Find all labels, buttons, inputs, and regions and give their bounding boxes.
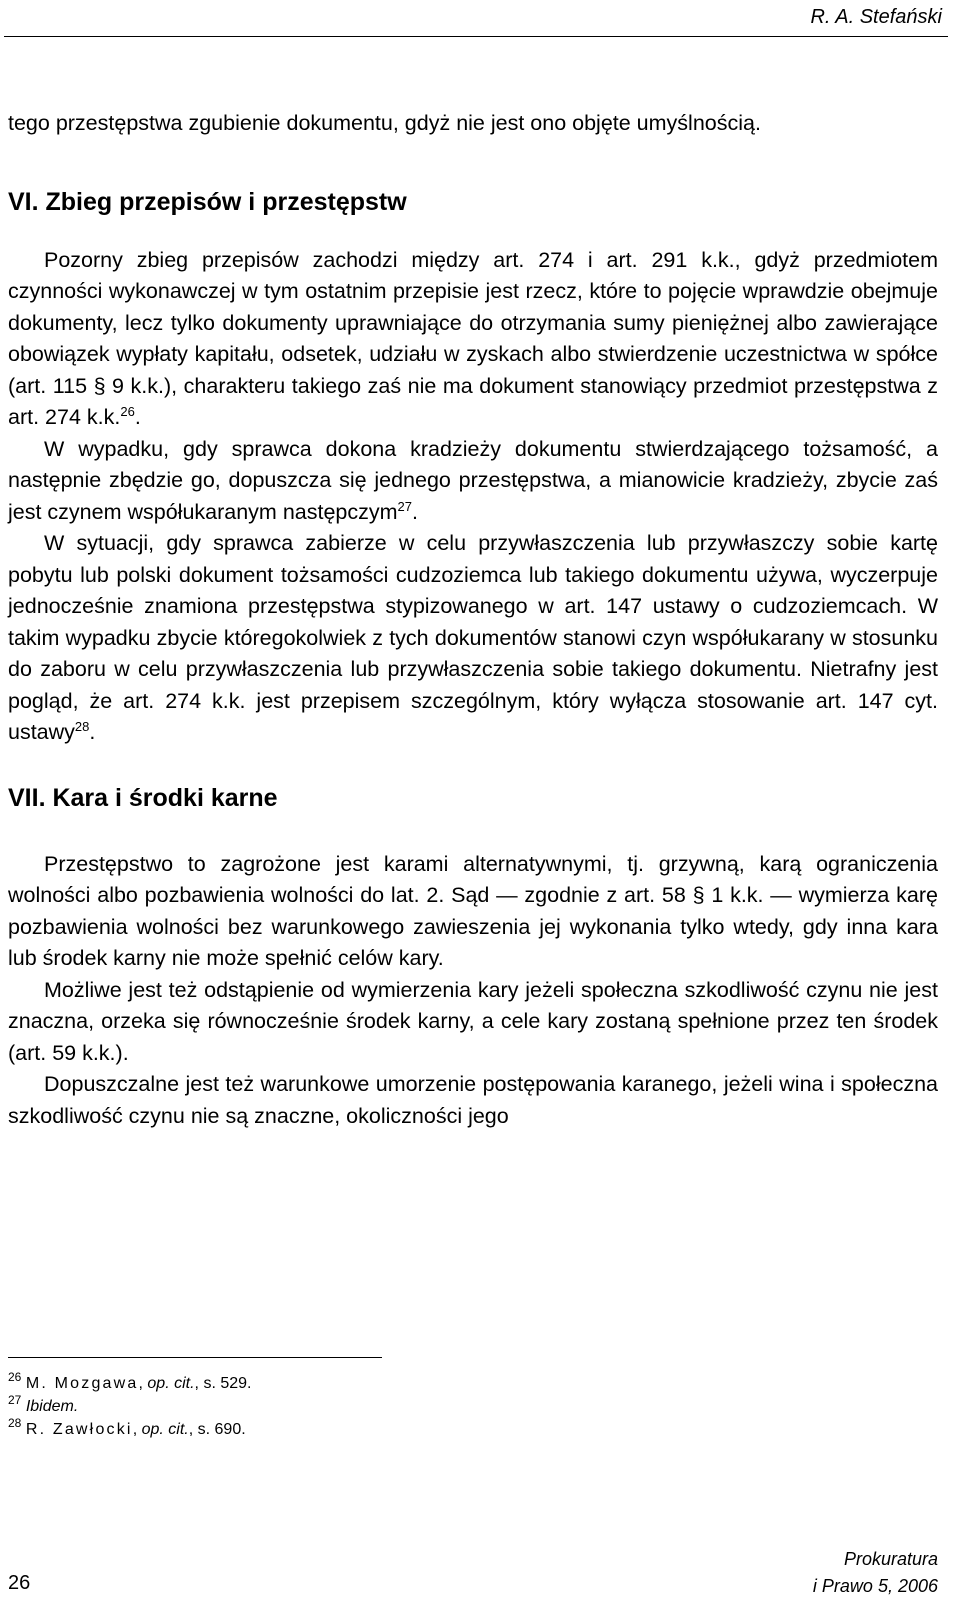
section-6-paragraph-1-text: Pozorny zbieg przepisów zachodzi między art. 274 i art. 291 k.k., gdyż przedmiotem czynności wykonawczej w tym ostatnim przepisie jest rzecz, które to pojęcie wprawdzie obejmuje dokumenty, lecz tylko dokumenty uprawniające do otrzymania sumy pieniężnej albo zawierające obowiązek wypłaty kapitału, odsetek, udziału w zyskach albo stwierdzenie uczestnictwa w spółce (art. 115 § 9 k.k.), charakteru takiego zaś nie ma dokument stanowiący przedmiot przestępstwa z art. 274 k.k. xyxy=(8,247,938,429)
page-number: 26 xyxy=(8,1572,31,1594)
footnote-pages: , s. 529. xyxy=(194,1375,252,1392)
footnote-ref-27: 27 xyxy=(397,498,412,514)
journal-issue: i Prawo 5, 2006 xyxy=(812,1576,938,1596)
footnote-number: 28 xyxy=(8,1416,22,1430)
continuation-paragraph: tego przestępstwa zgubienie dokumentu, gdyż nie jest ono objęte umyślnością. xyxy=(8,111,761,135)
footnotes xyxy=(8,1372,251,1441)
footnote-26: $^{26}$ M. Mozgawa, op. cit., s. 529. xyxy=(8,1370,252,1392)
footnote-27 xyxy=(8,1395,251,1418)
page-body xyxy=(8,108,938,1132)
footnote-work: op. cit. xyxy=(141,1421,189,1438)
section-6-paragraph-3: W sytuacji, gdy sprawca zabierze w celu przywłaszczenia lub przywłaszczy sobie kartę pobytu lub polski dokument tożsamości cudzoziemca lub takiego dokumentu używa, wyczerpuje jednocześnie znamiona przestępstwa stypizowanego w art. 147 ustawy o cudzoziemcach. W takim wypadku zbycie któregokolwiek z tych dokumentów stanowi czyn współukarany w stosunku do zaboru w celu przywłaszczenia lub przywłaszczenia sobie takiego dokumentu. Nietrafny jest pogląd, że art. 274 k.k. jest przepisem szczególnym, który wyłącza stosowanie art. 147 cyt. ustawy$^{28}$. xyxy=(8,531,938,744)
footnote-pages: , s. 690. xyxy=(188,1421,246,1438)
footnote-author: M. Mozgawa xyxy=(25,1375,139,1392)
footnote-work: Ibidem. xyxy=(25,1398,79,1415)
footnote-work: op. cit. xyxy=(147,1375,195,1392)
section-6-heading: VI. Zbieg przepisów i przestępstw xyxy=(8,187,407,216)
footnote-number: 27 xyxy=(8,1393,22,1407)
footnote-ref-28: 28 xyxy=(74,719,90,734)
section-6-paragraph-3-text: W sytuacji, gdy sprawca zabierze w celu przywłaszczenia lub przywłaszczy sobie kartę pobytu lub polski dokument tożsamości cudzoziemca lub takiego dokumentu używa, wyczerpuje jednocześnie znamiona przestępstwa stypizowanego w art. 147 ustawy o cudzoziemcach. W takim wypadku zbycie któregokolwiek z tych dokumentów stanowi czyn współukarany w stosunku do zaboru w celu przywłaszczenia lub przywłaszczenia sobie takiego dokumentu. Nietrafny jest pogląd, że art. 274 k.k. jest przepisem szczególnym, który wyłącza stosowanie art. 147 cyt. ustawy xyxy=(8,531,938,744)
section-7-paragraph-1: Przestępstwo to zagrożone jest karami alternatywnymi, tj. grzywną, karą ograniczenia wolności albo pozbawienia wolności do lat. 2. Sąd — zgodnie z art. 58 § 1 k.k. — wymierza karę pozbawienia wolności bez warunkowego zawieszenia jej wykonania tylko wtedy, gdy inna kara lub środek karny nie może spełnić celów kary. xyxy=(8,851,938,970)
footnote-separator xyxy=(8,1357,382,1358)
footnote-28: $^{28}$ R. Zawłocki, op. cit., s. 690. xyxy=(8,1416,246,1438)
section-6-paragraph-1: Pozorny zbieg przepisów zachodzi między art. 274 i art. 291 k.k., gdyż przedmiotem czynności wykonawczej w tym ostatnim przepisie jest rzecz, które to pojęcie wprawdzie obejmuje dokumenty, lecz tylko dokumenty uprawniające do otrzymania sumy pieniężnej albo zawierające obowiązek wypłaty kapitału, odsetek, udziału w zyskach albo stwierdzenie uczestnictwa w spółce (art. 115 § 9 k.k.), charakteru takiego zaś nie ma dokument stanowiący przedmiot przestępstwa z art. 274 k.k.$^{26}$. xyxy=(8,247,938,429)
footnote-ref-26: 26 xyxy=(120,404,135,419)
section-7-paragraph-3: Dopuszczalne jest też warunkowe umorzenie postępowania karanego, jeżeli wina i społeczna szkodliwość czynu nie są znaczne, okoliczności jego xyxy=(8,1072,938,1128)
journal-title: Prokuratura xyxy=(843,1549,938,1569)
footnote-number: 26 xyxy=(8,1370,22,1384)
section-7-heading: VII. Kara i środki karne xyxy=(8,783,278,812)
section-7-paragraph-2: Możliwe jest też odstąpienie od wymierzenia kary jeżeli społeczna szkodliwość czynu nie jest znaczna, orzeka się równocześnie środek karny, a cele kary zostaną spełnione przez ten środek (art. 59 k.k.). xyxy=(8,977,938,1065)
header-rule xyxy=(4,36,948,37)
journal-name xyxy=(813,1546,938,1600)
section-6-paragraph-2: W wypadku, gdy sprawca dokona kradzieży dokumentu stwierdzającego tożsamość, a następnie zbędzie go, dopuszcza się jednego przestępstwa, a mianowicie kradzieży, zbycie zaś jest czynem współukaranym następczym$^{27}$. xyxy=(8,436,938,524)
running-header-author: R. A. Stefański xyxy=(810,6,942,28)
footnote-author: R. Zawłocki xyxy=(25,1421,133,1438)
section-6-paragraph-2-text: W wypadku, gdy sprawca dokona kradzieży dokumentu stwierdzającego tożsamość, a następnie zbędzie go, dopuszcza się jednego przestępstwa, a mianowicie kradzieży, zbycie zaś jest czynem współukaranym następczym xyxy=(8,436,938,524)
